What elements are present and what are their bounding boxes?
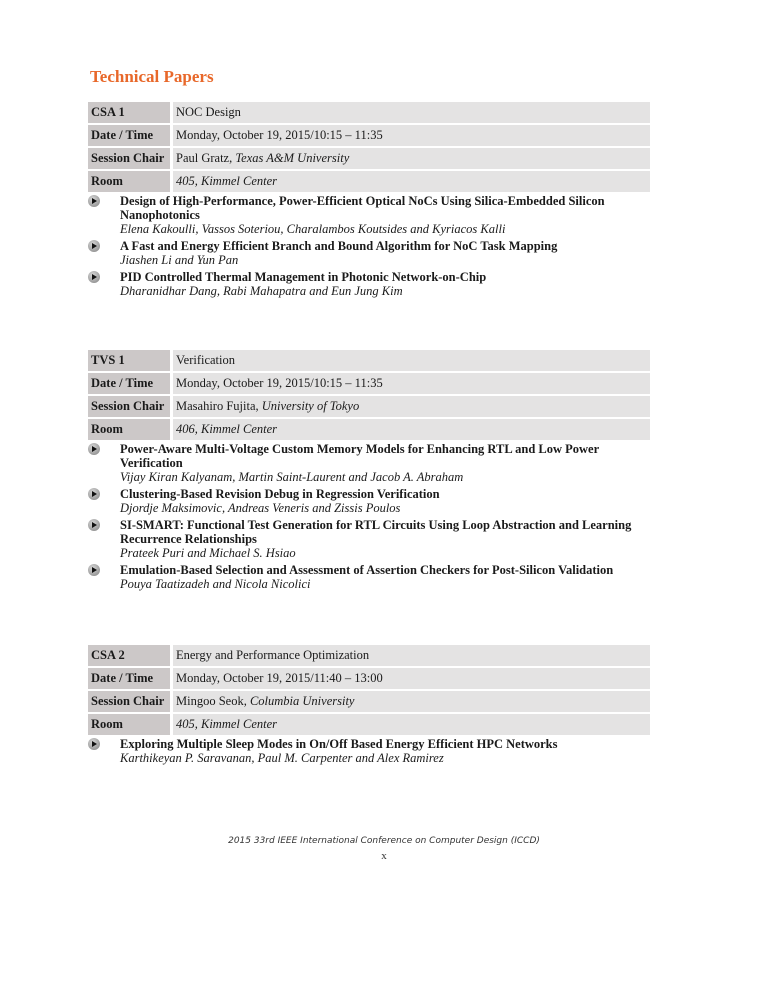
paper-authors: Vijay Kiran Kalyanam, Martin Saint-Laurent and Jacob A. Abraham xyxy=(120,470,464,484)
paper-authors: Djordje Maksimovic, Andreas Veneris and Zissis Poulos xyxy=(120,501,401,515)
info-value: Monday, October 19, 2015/10:15 – 11:35 xyxy=(173,125,650,146)
info-label: Session Chair xyxy=(88,691,170,712)
paper-title: Design of High-Performance, Power-Efficient Optical NoCs Using Silica-Embedded Silicon Nanophotonics xyxy=(120,194,605,222)
info-row-datetime xyxy=(88,125,650,146)
session-info-table xyxy=(88,350,650,440)
info-value: Masahiro Fujita, University of Tokyo xyxy=(173,396,650,417)
play-bullet-icon xyxy=(88,195,100,207)
info-row-datetime xyxy=(88,668,650,689)
play-bullet-icon xyxy=(88,488,100,500)
session-tvs1 xyxy=(88,350,650,594)
info-label: Session Chair xyxy=(88,148,170,169)
play-bullet-icon xyxy=(88,564,100,576)
info-row-room xyxy=(88,171,650,192)
paper-item xyxy=(88,563,650,592)
info-value: 405, Kimmel Center xyxy=(173,714,650,735)
paper-item xyxy=(88,194,650,237)
session-csa2 xyxy=(88,645,650,768)
paper-title: A Fast and Energy Efficient Branch and Bound Algorithm for NoC Task Mapping xyxy=(120,239,558,253)
paper-item xyxy=(88,442,650,485)
paper-authors: Pouya Taatizadeh and Nicola Nicolici xyxy=(120,577,311,591)
info-value: Monday, October 19, 2015/10:15 – 11:35 xyxy=(173,373,650,394)
paper-list xyxy=(88,442,650,592)
paper-list xyxy=(88,194,650,299)
paper-authors: Prateek Puri and Michael S. Hsiao xyxy=(120,546,296,560)
paper-authors: Jiashen Li and Yun Pan xyxy=(120,253,239,267)
paper-item xyxy=(88,239,650,268)
info-row-datetime xyxy=(88,373,650,394)
info-value: Monday, October 19, 2015/11:40 – 13:00 xyxy=(173,668,650,689)
paper-authors: Karthikeyan P. Saravanan, Paul M. Carpenter and Alex Ramirez xyxy=(120,751,444,765)
info-label: CSA 2 xyxy=(88,645,170,666)
paper-list xyxy=(88,737,650,766)
info-row-room xyxy=(88,419,650,440)
play-bullet-icon xyxy=(88,519,100,531)
info-label: Session Chair xyxy=(88,396,170,417)
info-label: Room xyxy=(88,171,170,192)
play-bullet-icon xyxy=(88,443,100,455)
info-value: Energy and Performance Optimization xyxy=(173,645,650,666)
paper-title: Exploring Multiple Sleep Modes in On/Off Based Energy Efficient HPC Networks xyxy=(120,737,558,751)
info-value: 406, Kimmel Center xyxy=(173,419,650,440)
paper-title: Emulation-Based Selection and Assessment of Assertion Checkers for Post-Silicon Validation xyxy=(120,563,614,577)
info-label: Room xyxy=(88,714,170,735)
paper-title: Power-Aware Multi-Voltage Custom Memory Models for Enhancing RTL and Low Power Verification xyxy=(120,442,599,470)
info-value: NOC Design xyxy=(173,102,650,123)
info-row-chair xyxy=(88,691,650,712)
paper-authors: Dharanidhar Dang, Rabi Mahapatra and Eun Jung Kim xyxy=(120,284,403,298)
paper-item xyxy=(88,518,650,561)
info-value: Verification xyxy=(173,350,650,371)
paper-item xyxy=(88,270,650,299)
paper-title: PID Controlled Thermal Management in Photonic Network-on-Chip xyxy=(120,270,487,284)
play-bullet-icon xyxy=(88,240,100,252)
info-label: Date / Time xyxy=(88,668,170,689)
info-label: Date / Time xyxy=(88,125,170,146)
info-label: Room xyxy=(88,419,170,440)
paper-authors: Elena Kakoulli, Vassos Soteriou, Charalambos Koutsides and Kyriacos Kalli xyxy=(120,222,506,236)
info-label: Date / Time xyxy=(88,373,170,394)
info-label: CSA 1 xyxy=(88,102,170,123)
info-value: Paul Gratz, Texas A&M University xyxy=(173,148,650,169)
info-row-room xyxy=(88,714,650,735)
info-value: Mingoo Seok, Columbia University xyxy=(173,691,650,712)
paper-item xyxy=(88,737,650,766)
paper-item xyxy=(88,487,650,516)
play-bullet-icon xyxy=(88,738,100,750)
page-number: x xyxy=(381,850,387,862)
info-row-chair xyxy=(88,148,650,169)
info-row-track xyxy=(88,645,650,666)
info-value: 405, Kimmel Center xyxy=(173,171,650,192)
paper-title: Clustering-Based Revision Debug in Regression Verification xyxy=(120,487,440,501)
footer-conference: 2015 33rd IEEE International Conference on Computer Design (ICCD) xyxy=(228,836,540,846)
play-bullet-icon xyxy=(88,271,100,283)
info-row-chair xyxy=(88,396,650,417)
session-info-table xyxy=(88,645,650,735)
info-label: TVS 1 xyxy=(88,350,170,371)
session-info-table xyxy=(88,102,650,192)
info-row-track xyxy=(88,102,650,123)
page-heading: Technical Papers xyxy=(90,67,214,86)
paper-title: SI-SMART: Functional Test Generation for RTL Circuits Using Loop Abstraction and Learning Recurrence Relationships xyxy=(120,518,632,546)
info-row-track xyxy=(88,350,650,371)
session-csa1 xyxy=(88,102,650,301)
